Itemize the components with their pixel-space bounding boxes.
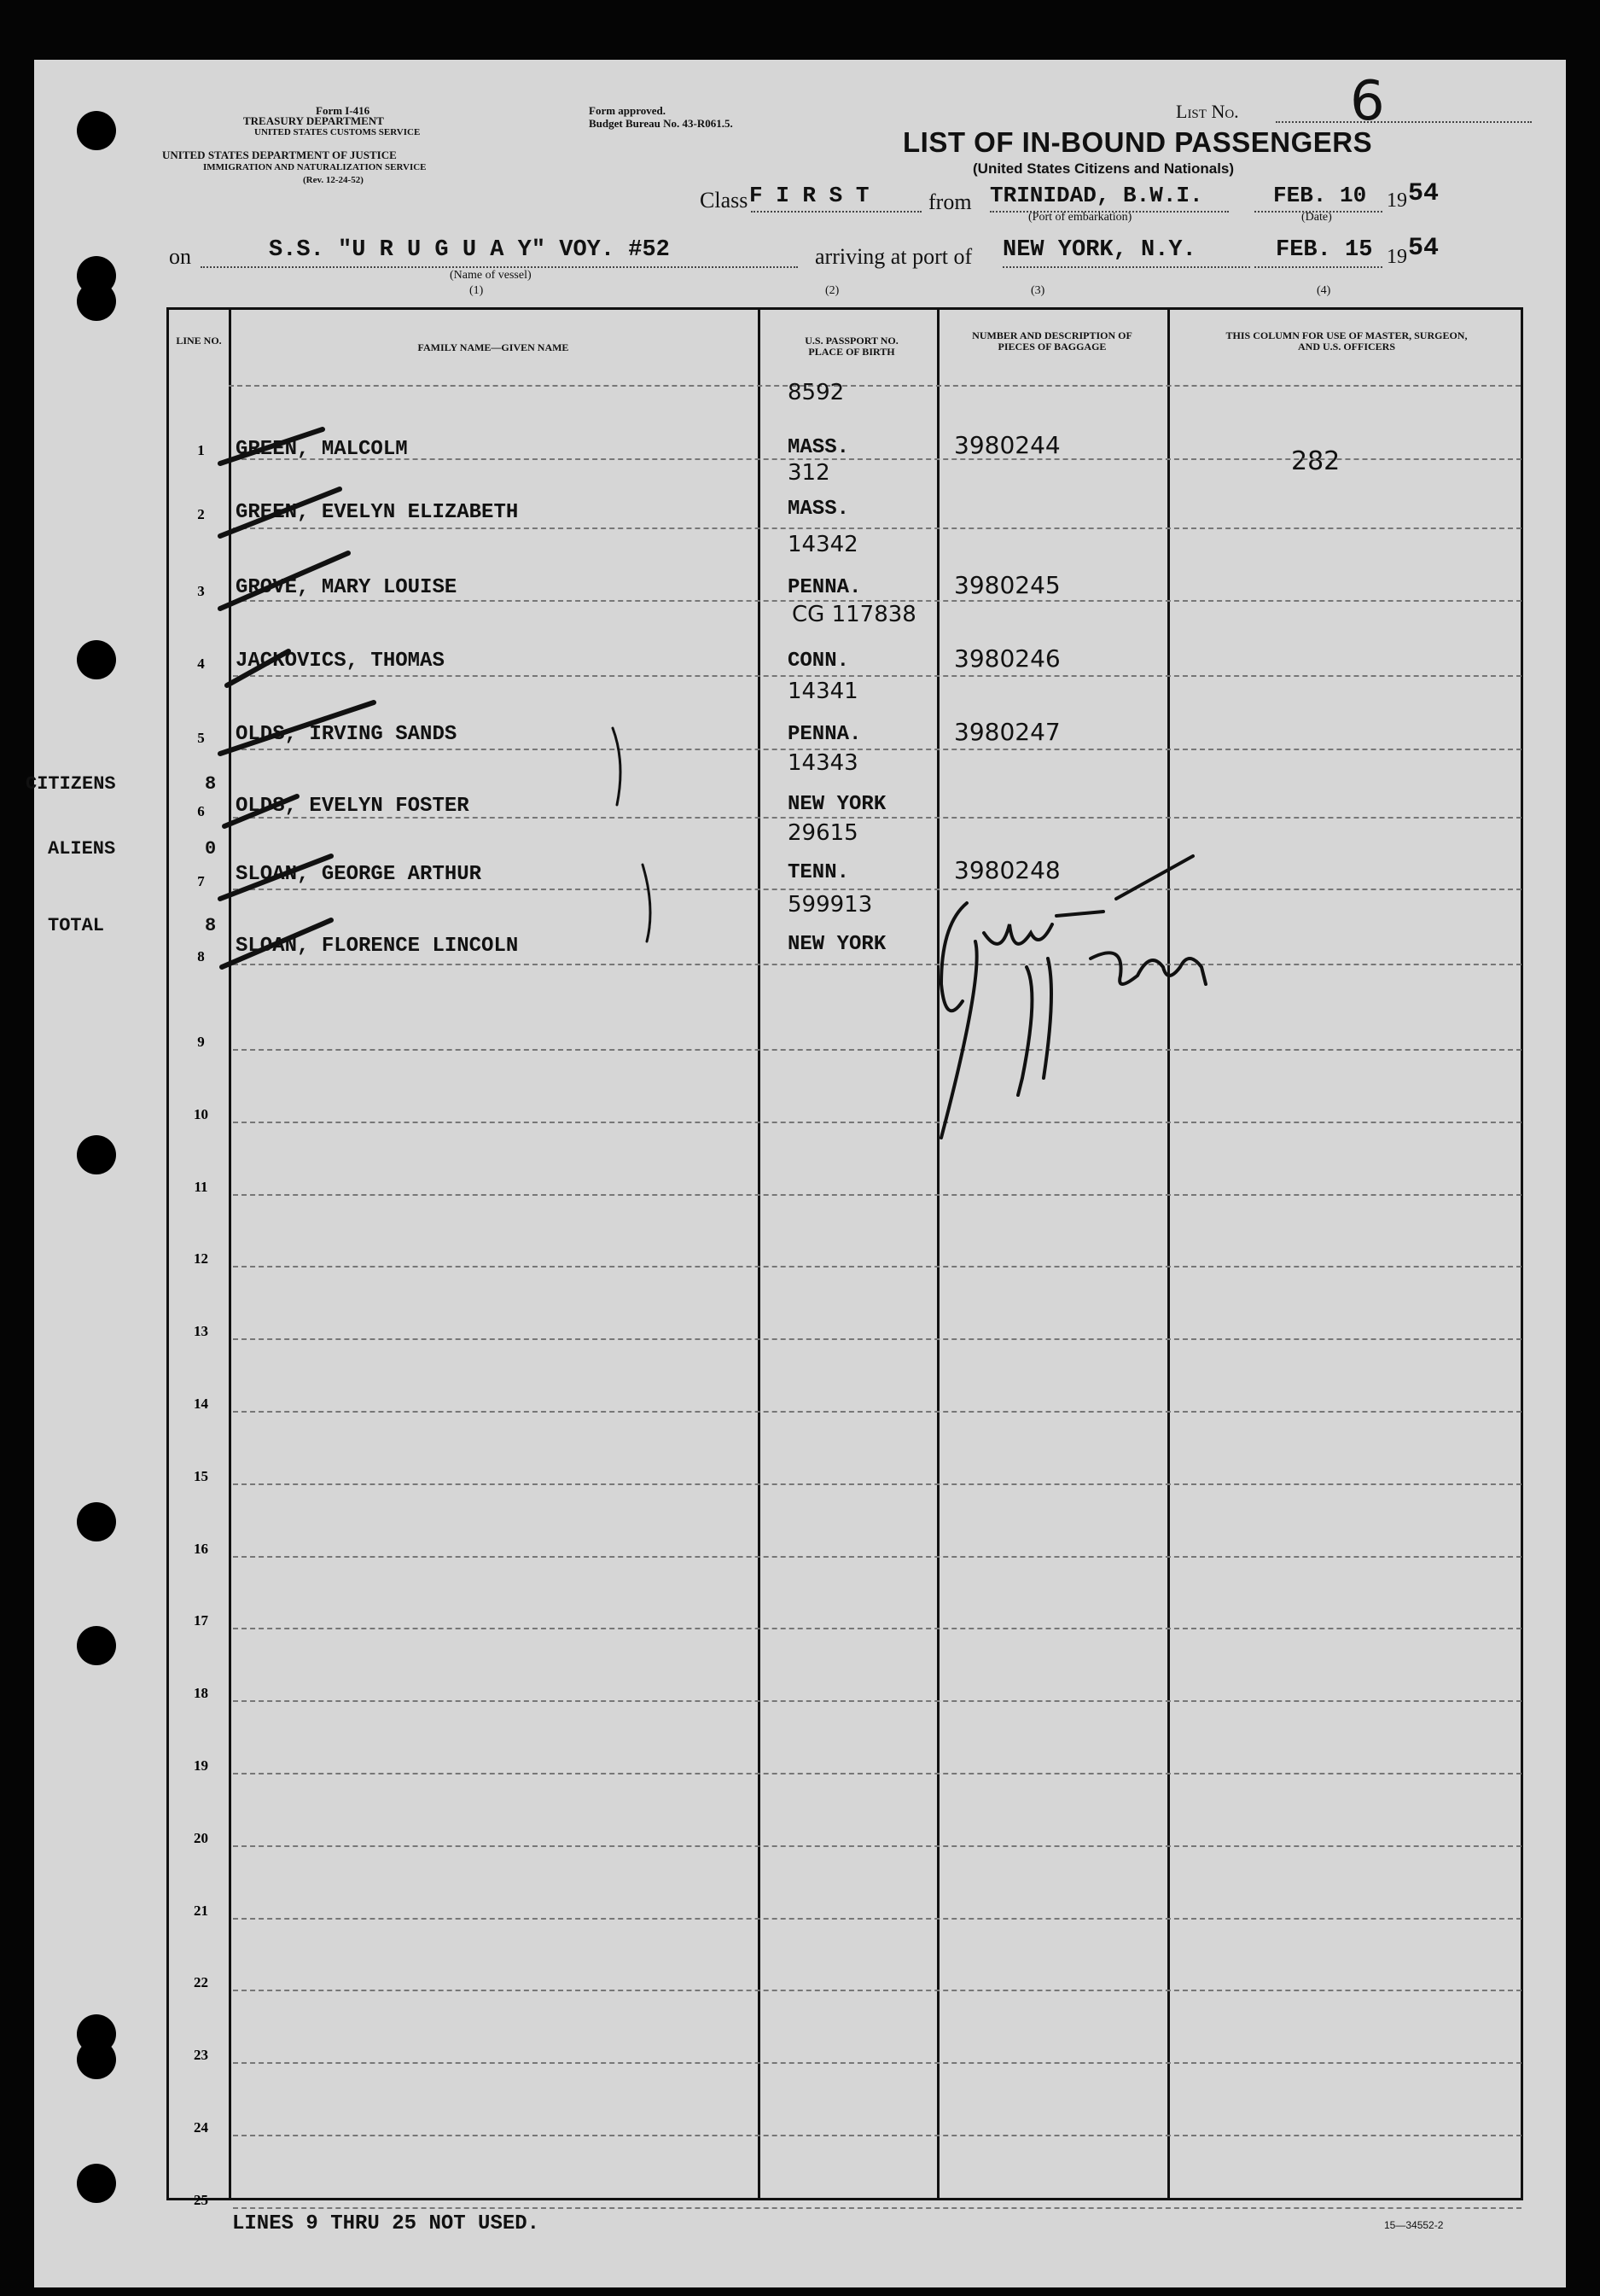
passport-number: 14342 (788, 532, 858, 557)
arriving-label: arriving at port of (815, 244, 973, 269)
passenger-name: GREEN, EVELYN ELIZABETH (236, 501, 519, 524)
baggage-number: 3980244 (954, 431, 1061, 459)
passport-number: 14341 (788, 679, 858, 704)
on-label: on (169, 244, 191, 269)
column-number-3: (3) (1031, 284, 1045, 297)
line-number: 23 (194, 2047, 208, 2064)
arrival-date: FEB. 15 (1276, 237, 1373, 263)
line-number: 15 (194, 1467, 208, 1484)
line-number: 24 (194, 2119, 208, 2136)
place-of-birth: CONN. (788, 650, 850, 673)
list-no-line (1276, 121, 1532, 123)
arrival-port: NEW YORK, N.Y. (1003, 237, 1196, 263)
place-of-birth: NEW YORK (788, 793, 887, 816)
check-mark (220, 856, 331, 899)
customs-service: UNITED STATES CUSTOMS SERVICE (254, 127, 421, 137)
line-number: 19 (194, 1757, 208, 1774)
binder-hole (77, 282, 116, 321)
departure-year-prefix: 19 (1387, 189, 1407, 212)
check-mark (220, 702, 374, 754)
line-number: 14 (194, 1396, 208, 1412)
passenger-name: GREEN, MALCOLM (236, 438, 408, 461)
class-label: Class (700, 188, 748, 213)
line-number: 12 (194, 1250, 208, 1267)
binder-hole (77, 2164, 116, 2203)
place-of-birth: PENNA. (788, 576, 862, 599)
line-number: 2 (197, 506, 205, 522)
line-number: 16 (194, 1540, 208, 1557)
vessel-caption: (Name of vessel) (450, 269, 532, 282)
class-line (751, 211, 922, 213)
header-baggage: NUMBER AND DESCRIPTION OF PIECES OF BAGGAGE (972, 329, 1132, 353)
check-mark (227, 651, 288, 685)
citizens-count: 8 (205, 773, 217, 795)
line-number: 11 (194, 1178, 208, 1195)
passenger-name: SLOAN, GEORGE ARTHUR (236, 863, 482, 886)
place-of-birth: MASS. (788, 498, 850, 521)
citizens-label: CITIZENS (26, 773, 116, 795)
check-mark (224, 796, 297, 826)
passport-number: 8592 (788, 380, 845, 405)
column-number-2: (2) (825, 284, 840, 297)
vessel-name: S.S. "U R U G U A Y" VOY. #52 (269, 237, 670, 263)
line-number: 25 (194, 2191, 208, 2208)
baggage-number: 3980245 (954, 571, 1061, 599)
line-number: 22 (194, 1974, 208, 1991)
line-number: 10 (194, 1105, 208, 1122)
passport-number: 14343 (788, 750, 858, 776)
check-mark (220, 489, 340, 536)
list-no-value: 6 (1350, 70, 1385, 133)
ins-agency: IMMIGRATION AND NATURALIZATION SERVICE (203, 162, 427, 172)
from-label: from (928, 189, 972, 214)
list-no-label: List No. (1176, 101, 1239, 122)
passport-number: 312 (788, 460, 830, 486)
arrival-date-line (1254, 266, 1382, 268)
total-label: TOTAL (48, 915, 105, 936)
arrival-year: 54 (1408, 234, 1440, 263)
place-of-birth: MASS. (788, 436, 850, 459)
aliens-count: 0 (205, 838, 217, 860)
baggage-number: 3980247 (954, 718, 1061, 746)
binder-hole (77, 111, 116, 150)
line-number: 13 (194, 1323, 208, 1340)
line-number: 3 (197, 583, 205, 599)
aliens-label: ALIENS (48, 838, 116, 860)
baggage-number: 3980248 (954, 856, 1061, 884)
department-of-justice: UNITED STATES DEPARTMENT OF JUSTICE (162, 149, 397, 161)
header-line-no: LINE NO. (176, 335, 222, 347)
line-number: 21 (194, 1902, 208, 1919)
line-number: 8 (197, 948, 205, 964)
revision-date: (Rev. 12-24-52) (303, 175, 364, 185)
passport-number: 599913 (788, 892, 873, 918)
departure-year: 54 (1408, 179, 1440, 208)
passenger-name: OLDS, EVELYN FOSTER (236, 795, 469, 818)
check-mark (220, 429, 323, 463)
page-title: LIST OF IN-BOUND PASSENGERS (903, 126, 1373, 158)
line-number: 9 (197, 1034, 205, 1050)
from-value: TRINIDAD, B.W.I. (990, 183, 1203, 208)
passport-number: 29615 (788, 820, 858, 846)
passenger-name: JACKOVICS, THOMAS (236, 650, 445, 673)
footer-note: LINES 9 THRU 25 NOT USED. (232, 2212, 540, 2235)
arrival-port-line (1003, 266, 1250, 268)
row-rule (233, 2207, 1521, 2209)
budget-bureau-number: Budget Bureau No. 43-R061.5. (589, 117, 733, 130)
treasury-department: TREASURY DEPARTMENT (243, 114, 384, 127)
form-number: Form I-416 (316, 104, 370, 117)
passenger-name: SLOAN, FLORENCE LINCOLN (236, 935, 519, 958)
binder-hole (77, 1135, 116, 1174)
page-subtitle: (United States Citizens and Nationals) (973, 160, 1235, 177)
place-of-birth: PENNA. (788, 723, 862, 746)
binder-hole (77, 2040, 116, 2079)
line-number: 20 (194, 1829, 208, 1846)
line-number: 5 (197, 730, 205, 746)
line-number: 6 (197, 803, 205, 819)
arrival-year-prefix: 19 (1387, 246, 1407, 268)
binder-hole (77, 1626, 116, 1665)
header-family-name: FAMILY NAME—GIVEN NAME (417, 341, 569, 353)
handwritten-marks (169, 310, 1526, 2203)
officer-note: 282 (1291, 446, 1341, 476)
check-mark (220, 553, 348, 609)
passenger-name: OLDS, IRVING SANDS (236, 723, 457, 746)
line-number: 7 (197, 873, 205, 889)
total-count: 8 (205, 915, 217, 936)
signature-icon (941, 856, 1206, 1138)
passenger-table (166, 307, 1523, 2208)
place-of-birth: TENN. (788, 861, 850, 884)
line-number: 4 (197, 656, 205, 672)
form-code: 15—34552-2 (1384, 2219, 1444, 2231)
header-passport: U.S. PASSPORT NO. PLACE OF BIRTH (805, 335, 899, 358)
class-value: F I R S T (749, 183, 870, 208)
check-mark (222, 920, 331, 967)
date-caption: (Date) (1301, 211, 1332, 224)
departure-date: FEB. 10 (1273, 183, 1367, 208)
line-number: 17 (194, 1612, 208, 1629)
passenger-name: GROVE, MARY LOUISE (236, 576, 457, 599)
passport-number: CG 117838 (792, 602, 916, 627)
binder-hole (77, 640, 116, 679)
place-of-birth: NEW YORK (788, 933, 887, 956)
baggage-number: 3980246 (954, 644, 1061, 673)
line-number: 18 (194, 1685, 208, 1702)
column-number-1: (1) (469, 284, 484, 297)
column-number-4: (4) (1317, 284, 1331, 297)
line-number: 1 (197, 442, 205, 458)
binder-hole (77, 1502, 116, 1541)
port-of-embarkation-caption: (Port of embarkation) (1028, 211, 1132, 224)
bracket-mark (613, 728, 620, 805)
bracket-mark (643, 865, 650, 941)
header-officers: THIS COLUMN FOR USE OF MASTER, SURGEON, AND U.S. OFFICERS (1225, 329, 1468, 353)
vessel-line (201, 266, 798, 268)
form-approved: Form approved. (589, 104, 666, 117)
